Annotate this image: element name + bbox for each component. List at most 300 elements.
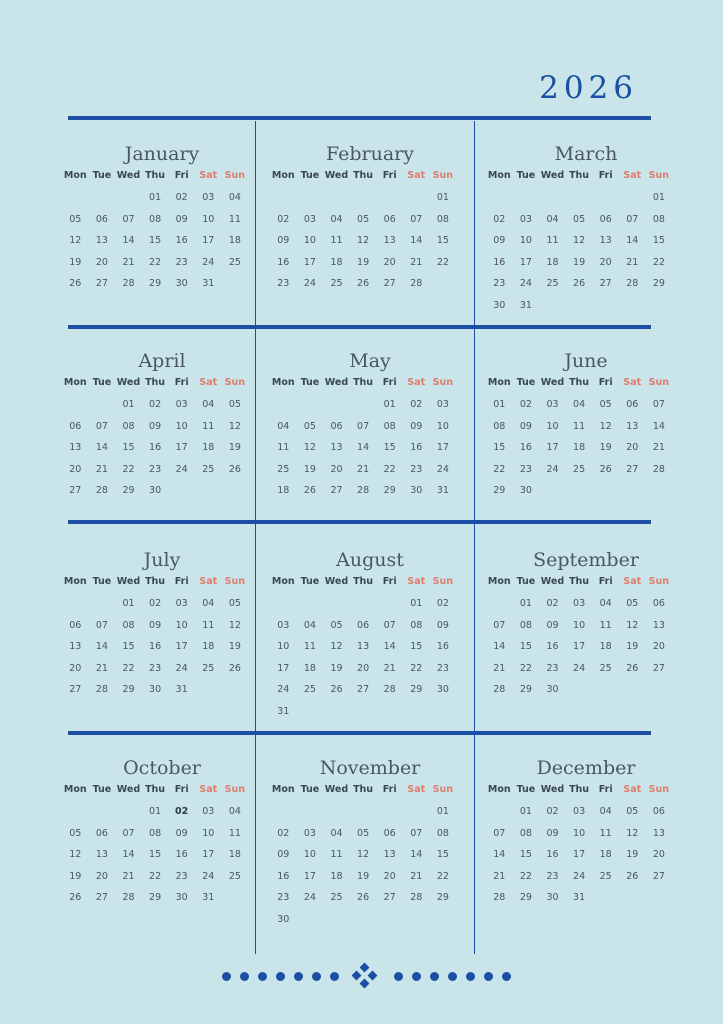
day-cell: 11 bbox=[599, 827, 612, 839]
day-cell: 12 bbox=[303, 442, 316, 453]
day-cell: 21 bbox=[410, 870, 423, 882]
day-cell: 04 bbox=[202, 399, 215, 410]
day-cell: 18 bbox=[228, 235, 241, 246]
day-cell: 20 bbox=[357, 662, 370, 674]
day-cell: 05 bbox=[69, 213, 82, 225]
day-cell bbox=[646, 892, 673, 914]
day-cell: 11 bbox=[599, 619, 612, 631]
day-cell: 29 bbox=[436, 892, 449, 903]
day-cell: 30 bbox=[546, 684, 559, 695]
week-row bbox=[486, 442, 686, 464]
weekday-mon: Mon bbox=[271, 377, 295, 388]
month-september bbox=[486, 546, 686, 706]
day-cell: 22 bbox=[493, 463, 506, 475]
day-cell: 10 bbox=[277, 641, 290, 652]
weekday-mon: Mon bbox=[487, 377, 511, 388]
day-cell bbox=[566, 300, 593, 322]
day-cell bbox=[222, 892, 249, 914]
day-cell: 12 bbox=[357, 849, 370, 860]
weekday-sat: Sat bbox=[407, 784, 426, 795]
weekday-header bbox=[62, 576, 262, 592]
day-cell: 19 bbox=[69, 256, 82, 268]
divider-row-2 bbox=[68, 520, 651, 524]
weekday-header bbox=[486, 377, 686, 393]
day-cell: 09 bbox=[149, 619, 162, 631]
divider-row-1 bbox=[68, 325, 651, 329]
day-cell: 14 bbox=[95, 442, 108, 453]
day-cell: 08 bbox=[652, 213, 665, 225]
day-cell bbox=[350, 706, 377, 728]
day-cell bbox=[89, 806, 116, 828]
weekday-header bbox=[486, 576, 686, 592]
day-cell: 20 bbox=[626, 442, 639, 453]
day-cell: 22 bbox=[122, 463, 135, 475]
day-cell: 23 bbox=[410, 463, 423, 475]
day-cell bbox=[168, 485, 195, 507]
day-cell: 12 bbox=[228, 619, 241, 631]
week-row bbox=[486, 192, 686, 214]
day-cell: 09 bbox=[175, 827, 188, 839]
day-cell: 28 bbox=[383, 684, 396, 695]
day-cell: 07 bbox=[122, 827, 135, 839]
day-cell bbox=[89, 192, 116, 214]
day-cell: 26 bbox=[303, 485, 316, 496]
day-cell: 22 bbox=[436, 870, 449, 882]
weekday-thu: Thu bbox=[145, 576, 166, 587]
weekday-wed: Wed bbox=[116, 576, 141, 587]
week-row bbox=[486, 620, 686, 642]
day-cell: 27 bbox=[383, 278, 396, 289]
day-cell: 24 bbox=[519, 278, 532, 289]
weekday-wed: Wed bbox=[324, 576, 349, 587]
day-cell bbox=[430, 278, 457, 300]
day-cell: 08 bbox=[410, 619, 423, 631]
day-cell: 06 bbox=[626, 399, 639, 410]
month-november bbox=[270, 754, 470, 935]
day-cell bbox=[89, 598, 116, 620]
ornament-dot bbox=[258, 972, 267, 981]
day-cell bbox=[619, 684, 646, 706]
day-cell: 01 bbox=[410, 598, 423, 609]
weekday-wed: Wed bbox=[540, 784, 565, 795]
day-cell: 09 bbox=[436, 619, 449, 631]
day-cell bbox=[376, 192, 403, 214]
week-row bbox=[62, 684, 262, 706]
week-row bbox=[486, 663, 686, 685]
weekday-wed: Wed bbox=[324, 784, 349, 795]
day-cell: 12 bbox=[573, 235, 586, 246]
weekday-fri: Fri bbox=[382, 170, 397, 181]
day-cell: 22 bbox=[410, 662, 423, 674]
day-cell: 27 bbox=[69, 485, 82, 496]
day-cell: 12 bbox=[357, 235, 370, 246]
day-cell bbox=[270, 806, 297, 828]
day-cell: 10 bbox=[202, 213, 215, 225]
day-cell bbox=[270, 598, 297, 620]
day-cell bbox=[403, 914, 430, 936]
week-row bbox=[270, 620, 470, 642]
day-cell: 14 bbox=[410, 849, 423, 860]
weekday-mon: Mon bbox=[487, 784, 511, 795]
day-cell: 17 bbox=[175, 641, 188, 652]
weekday-mon: Mon bbox=[487, 576, 511, 587]
day-cell: 26 bbox=[626, 662, 639, 674]
week-row bbox=[270, 235, 470, 257]
ornament-dot bbox=[294, 972, 303, 981]
day-cell: 30 bbox=[277, 913, 290, 925]
day-cell: 17 bbox=[519, 256, 532, 268]
day-cell: 22 bbox=[149, 256, 162, 268]
day-cell: 31 bbox=[202, 892, 215, 903]
week-row bbox=[486, 300, 686, 322]
week-row bbox=[486, 598, 686, 620]
day-cell bbox=[350, 598, 377, 620]
day-cell: 07 bbox=[410, 213, 423, 225]
day-cell: 02 bbox=[546, 806, 559, 817]
weekday-thu: Thu bbox=[569, 170, 590, 181]
weekday-header bbox=[270, 170, 470, 186]
weekday-tue: Tue bbox=[300, 170, 320, 181]
day-cell bbox=[566, 485, 593, 507]
day-cell: 03 bbox=[546, 399, 559, 410]
day-cell: 02 bbox=[410, 399, 423, 410]
day-cell: 24 bbox=[303, 278, 316, 289]
week-row bbox=[270, 706, 470, 728]
weekday-header bbox=[270, 784, 470, 800]
day-cell: 19 bbox=[69, 870, 82, 882]
day-cell: 13 bbox=[383, 235, 396, 246]
day-cell: 24 bbox=[175, 662, 188, 674]
ornament-diamond bbox=[368, 971, 378, 981]
day-cell: 27 bbox=[652, 870, 665, 882]
day-cell bbox=[539, 485, 566, 507]
day-cell: 27 bbox=[95, 892, 108, 903]
day-cell bbox=[89, 399, 116, 421]
day-cell: 13 bbox=[330, 442, 343, 453]
week-row bbox=[270, 399, 470, 421]
week-row bbox=[486, 214, 686, 236]
day-cell: 11 bbox=[330, 235, 343, 246]
day-cell: 03 bbox=[202, 806, 215, 817]
weekday-tue: Tue bbox=[516, 576, 536, 587]
day-cell: 18 bbox=[330, 870, 343, 882]
weekday-sun: Sun bbox=[432, 377, 454, 388]
week-row bbox=[62, 257, 262, 279]
day-cell: 16 bbox=[410, 442, 423, 453]
day-cell: 26 bbox=[330, 684, 343, 695]
day-cell: 11 bbox=[202, 619, 215, 631]
day-cell: 26 bbox=[228, 662, 241, 674]
week-row bbox=[270, 828, 470, 850]
week-row bbox=[62, 828, 262, 850]
day-cell: 25 bbox=[330, 278, 343, 289]
week-row bbox=[270, 192, 470, 214]
weekday-tue: Tue bbox=[92, 170, 112, 181]
day-cell: 26 bbox=[69, 278, 82, 289]
day-cell: 05 bbox=[330, 619, 343, 631]
day-cell: 18 bbox=[277, 485, 290, 496]
weekday-thu: Thu bbox=[569, 784, 590, 795]
day-cell: 03 bbox=[519, 213, 532, 225]
day-cell bbox=[646, 300, 673, 322]
day-cell: 08 bbox=[436, 827, 449, 839]
day-cell bbox=[323, 598, 350, 620]
day-cell: 26 bbox=[626, 870, 639, 882]
day-cell: 11 bbox=[228, 213, 241, 225]
day-cell: 07 bbox=[410, 827, 423, 839]
day-cell: 14 bbox=[357, 442, 370, 453]
day-cell bbox=[323, 192, 350, 214]
day-cell: 14 bbox=[122, 235, 135, 246]
day-cell: 09 bbox=[277, 235, 290, 246]
day-cell: 25 bbox=[277, 463, 290, 475]
week-row bbox=[270, 598, 470, 620]
day-cell: 28 bbox=[493, 892, 506, 903]
week-row bbox=[486, 871, 686, 893]
day-cell: 15 bbox=[436, 235, 449, 246]
weekday-wed: Wed bbox=[324, 170, 349, 181]
week-row bbox=[62, 871, 262, 893]
day-cell bbox=[222, 485, 249, 507]
day-cell bbox=[62, 806, 89, 828]
day-cell bbox=[486, 806, 513, 828]
day-cell: 18 bbox=[573, 442, 586, 453]
day-cell bbox=[62, 598, 89, 620]
week-row bbox=[270, 871, 470, 893]
day-cell: 18 bbox=[599, 641, 612, 652]
day-cell: 06 bbox=[599, 213, 612, 225]
day-cell: 19 bbox=[626, 641, 639, 652]
day-cell: 31 bbox=[202, 278, 215, 289]
day-cell: 15 bbox=[122, 641, 135, 652]
day-cell: 16 bbox=[175, 849, 188, 860]
week-row bbox=[62, 278, 262, 300]
weekday-sat: Sat bbox=[199, 784, 218, 795]
day-cell: 08 bbox=[149, 213, 162, 225]
day-cell: 07 bbox=[95, 420, 108, 432]
weekday-sun: Sun bbox=[224, 377, 246, 388]
day-cell: 04 bbox=[599, 598, 612, 609]
day-cell: 06 bbox=[652, 598, 665, 609]
day-cell: 23 bbox=[149, 463, 162, 475]
day-cell: 21 bbox=[493, 870, 506, 882]
day-cell: 14 bbox=[95, 641, 108, 652]
day-cell: 28 bbox=[95, 485, 108, 496]
day-cell: 08 bbox=[122, 619, 135, 631]
day-cell: 07 bbox=[357, 420, 370, 432]
day-cell: 01 bbox=[519, 598, 532, 609]
day-cell: 17 bbox=[202, 235, 215, 246]
day-cell: 16 bbox=[546, 849, 559, 860]
day-cell: 05 bbox=[573, 213, 586, 225]
ornament-dot bbox=[276, 972, 285, 981]
day-cell bbox=[619, 192, 646, 214]
day-cell: 15 bbox=[519, 849, 532, 860]
day-cell: 05 bbox=[357, 213, 370, 225]
day-cell: 01 bbox=[149, 192, 162, 203]
ornament-dot bbox=[330, 972, 339, 981]
day-cell: 21 bbox=[493, 662, 506, 674]
day-cell: 25 bbox=[599, 662, 612, 674]
month-name: December bbox=[536, 757, 636, 779]
week-row bbox=[270, 684, 470, 706]
month-july bbox=[62, 546, 262, 706]
week-row bbox=[270, 806, 470, 828]
day-cell: 10 bbox=[573, 619, 586, 631]
day-cell: 10 bbox=[573, 827, 586, 839]
day-cell: 20 bbox=[652, 641, 665, 652]
day-cell: 18 bbox=[599, 849, 612, 860]
day-cell: 03 bbox=[573, 598, 586, 609]
day-cell: 06 bbox=[95, 827, 108, 839]
day-cell: 04 bbox=[228, 806, 241, 817]
day-cell: 29 bbox=[122, 485, 135, 496]
weekday-thu: Thu bbox=[353, 170, 374, 181]
day-cell: 12 bbox=[626, 827, 639, 839]
day-cell: 16 bbox=[277, 870, 290, 882]
divider-row-3 bbox=[68, 731, 651, 735]
day-cell: 02 bbox=[175, 806, 189, 817]
day-cell: 30 bbox=[149, 684, 162, 695]
day-cell: 05 bbox=[626, 598, 639, 609]
day-cell: 07 bbox=[652, 399, 665, 410]
day-cell: 26 bbox=[69, 892, 82, 903]
day-cell: 28 bbox=[95, 684, 108, 695]
day-cell bbox=[430, 914, 457, 936]
month-name: July bbox=[143, 549, 181, 571]
day-cell bbox=[323, 399, 350, 421]
day-cell: 21 bbox=[626, 256, 639, 268]
weekday-wed: Wed bbox=[116, 170, 141, 181]
day-cell: 04 bbox=[330, 827, 343, 839]
day-cell: 28 bbox=[357, 485, 370, 496]
day-cell: 14 bbox=[626, 235, 639, 246]
day-cell: 15 bbox=[149, 849, 162, 860]
weekday-wed: Wed bbox=[116, 784, 141, 795]
day-cell: 10 bbox=[436, 420, 449, 432]
day-cell: 05 bbox=[599, 399, 612, 410]
weekday-fri: Fri bbox=[382, 784, 397, 795]
weekday-sat: Sat bbox=[199, 170, 218, 181]
weekday-fri: Fri bbox=[382, 576, 397, 587]
weekday-sun: Sun bbox=[224, 170, 246, 181]
day-cell: 10 bbox=[303, 235, 316, 246]
day-cell: 21 bbox=[652, 442, 665, 453]
weekday-sun: Sun bbox=[432, 576, 454, 587]
day-cell: 27 bbox=[652, 662, 665, 674]
day-cell: 12 bbox=[69, 849, 82, 860]
day-cell bbox=[403, 706, 430, 728]
day-cell: 24 bbox=[573, 870, 586, 882]
weekday-wed: Wed bbox=[540, 377, 565, 388]
day-cell: 20 bbox=[599, 256, 612, 268]
day-cell bbox=[115, 806, 142, 828]
day-cell: 19 bbox=[330, 662, 343, 674]
week-row bbox=[486, 806, 686, 828]
weekday-fri: Fri bbox=[174, 576, 189, 587]
day-cell: 25 bbox=[228, 870, 241, 882]
day-cell: 20 bbox=[330, 463, 343, 475]
month-name: February bbox=[325, 143, 414, 165]
month-name: October bbox=[123, 757, 201, 779]
month-name: May bbox=[349, 350, 391, 372]
day-cell: 20 bbox=[69, 463, 82, 475]
week-row bbox=[62, 399, 262, 421]
ornament-dot bbox=[466, 972, 475, 981]
week-row bbox=[270, 214, 470, 236]
day-cell bbox=[350, 806, 377, 828]
weekday-sun: Sun bbox=[648, 377, 670, 388]
weekday-mon: Mon bbox=[271, 170, 295, 181]
day-cell bbox=[619, 485, 646, 507]
day-cell: 15 bbox=[519, 641, 532, 652]
weekday-fri: Fri bbox=[382, 377, 397, 388]
day-cell: 07 bbox=[493, 619, 506, 631]
day-cell: 27 bbox=[383, 892, 396, 903]
day-cell: 01 bbox=[383, 399, 396, 410]
day-cell bbox=[195, 485, 222, 507]
weekday-tue: Tue bbox=[92, 576, 112, 587]
day-cell: 05 bbox=[69, 827, 82, 839]
day-cell: 08 bbox=[383, 420, 396, 432]
month-april bbox=[62, 347, 262, 507]
day-cell: 27 bbox=[95, 278, 108, 289]
day-cell: 16 bbox=[546, 641, 559, 652]
weekday-thu: Thu bbox=[145, 377, 166, 388]
day-cell bbox=[539, 300, 566, 322]
day-cell: 09 bbox=[519, 420, 532, 432]
day-cell: 26 bbox=[357, 278, 370, 289]
day-cell bbox=[592, 192, 619, 214]
day-cell: 30 bbox=[410, 485, 423, 496]
day-cell: 25 bbox=[546, 278, 559, 289]
day-cell: 28 bbox=[652, 463, 665, 475]
day-cell: 09 bbox=[546, 619, 559, 631]
day-cell: 16 bbox=[493, 256, 506, 268]
day-cell: 02 bbox=[149, 399, 162, 410]
day-cell: 14 bbox=[383, 641, 396, 652]
day-cell: 09 bbox=[546, 827, 559, 839]
day-cell: 22 bbox=[519, 870, 532, 882]
day-cell: 25 bbox=[573, 463, 586, 475]
day-cell: 17 bbox=[573, 849, 586, 860]
day-cell: 24 bbox=[573, 662, 586, 674]
week-row bbox=[486, 849, 686, 871]
day-cell: 01 bbox=[122, 598, 135, 609]
week-row bbox=[62, 464, 262, 486]
day-cell: 31 bbox=[277, 705, 290, 717]
day-cell: 06 bbox=[69, 420, 82, 432]
ornament-dot bbox=[430, 972, 439, 981]
day-cell bbox=[539, 192, 566, 214]
week-row bbox=[270, 914, 470, 936]
day-cell: 29 bbox=[519, 684, 532, 695]
week-row bbox=[62, 849, 262, 871]
week-row bbox=[270, 892, 470, 914]
week-row bbox=[270, 485, 470, 507]
day-cell bbox=[403, 192, 430, 214]
day-cell: 21 bbox=[357, 463, 370, 475]
week-row bbox=[270, 464, 470, 486]
month-february bbox=[270, 140, 470, 300]
day-cell: 22 bbox=[436, 256, 449, 268]
week-row bbox=[62, 641, 262, 663]
day-cell: 20 bbox=[95, 256, 108, 268]
day-cell: 12 bbox=[69, 235, 82, 246]
day-cell: 04 bbox=[330, 213, 343, 225]
day-cell bbox=[270, 192, 297, 214]
day-cell: 23 bbox=[436, 662, 449, 674]
